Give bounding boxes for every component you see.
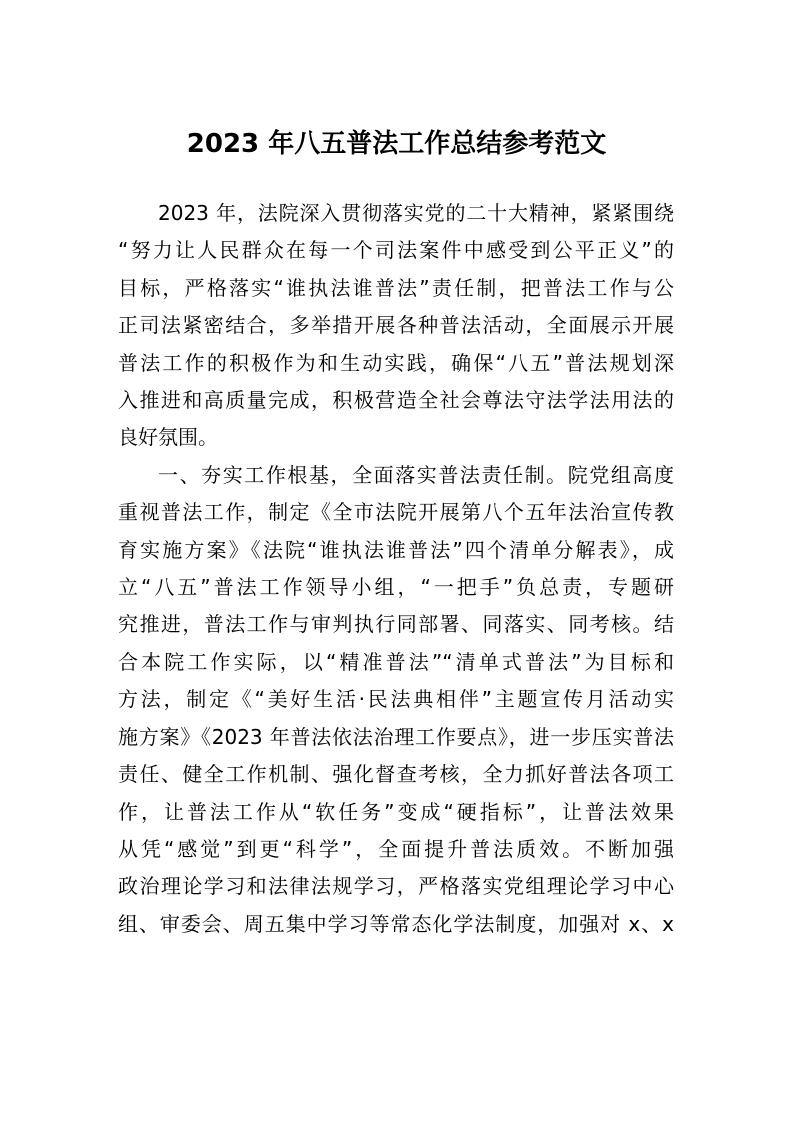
document-title: 2023 年八五普法工作总结参考范文 [186, 129, 607, 159]
text-line: 正司法紧密结合，多举措开展各种普法活动，全面展示开展 [118, 313, 674, 338]
text-line: 良好氛围。 [118, 425, 218, 450]
text-line: 合本院工作实际，以“精准普法”“清单式普法”为目标和 [118, 649, 674, 674]
document-body [118, 195, 674, 943]
text-line: 普法工作的积极作为和生动实践，确保“八五”普法规划深 [118, 350, 674, 375]
text-line: 2023 年，法院深入贯彻落实党的二十大精神，紧紧围绕 [158, 201, 674, 225]
text-line: 入推进和高质量完成，积极营造全社会尊法守法学法用法的 [118, 388, 674, 413]
text-line: 方法，制定《“美好生活·民法典相伴”主题宣传月活动实 [118, 687, 674, 712]
text-line: 立“八五”普法工作领导小组，“一把手”负总责，专题研 [118, 575, 674, 600]
text-line: 一、夯实工作根基，全面落实普法责任制。院党组高度 [158, 462, 674, 487]
text-line: “努力让人民群众在每一个司法案件中感受到公平正义”的 [118, 238, 674, 263]
paragraph-1 [118, 195, 674, 457]
paragraph-2 [118, 457, 674, 943]
text-line: 政治理论学习和法律法规学习，严格落实党组理论学习中心 [118, 874, 674, 899]
text-line: 究推进，普法工作与审判执行同部署、同落实、同考核。结 [118, 612, 674, 637]
text-line: 目标，严格落实“谁执法谁普法”责任制，把普法工作与公 [118, 275, 674, 300]
text-line: 施方案》《2023 年普法依法治理工作要点》，进一步压实普法 [118, 724, 674, 749]
text-line: 作，让普法工作从“软任务”变成“硬指标”，让普法效果 [118, 799, 674, 824]
text-line: 从凭“感觉”到更“科学”，全面提升普法质效。不断加强 [118, 836, 674, 861]
text-line: 组、审委会、周五集中学习等常态化学法制度，加强对 x、x [118, 911, 674, 936]
text-line: 育实施方案》《法院“谁执法谁普法”四个清单分解表》，成 [118, 537, 674, 562]
text-line: 重视普法工作，制定《全市法院开展第八个五年法治宣传教 [118, 500, 674, 525]
text-line: 责任、健全工作机制、强化督查考核，全力抓好普法各项工 [118, 762, 674, 787]
